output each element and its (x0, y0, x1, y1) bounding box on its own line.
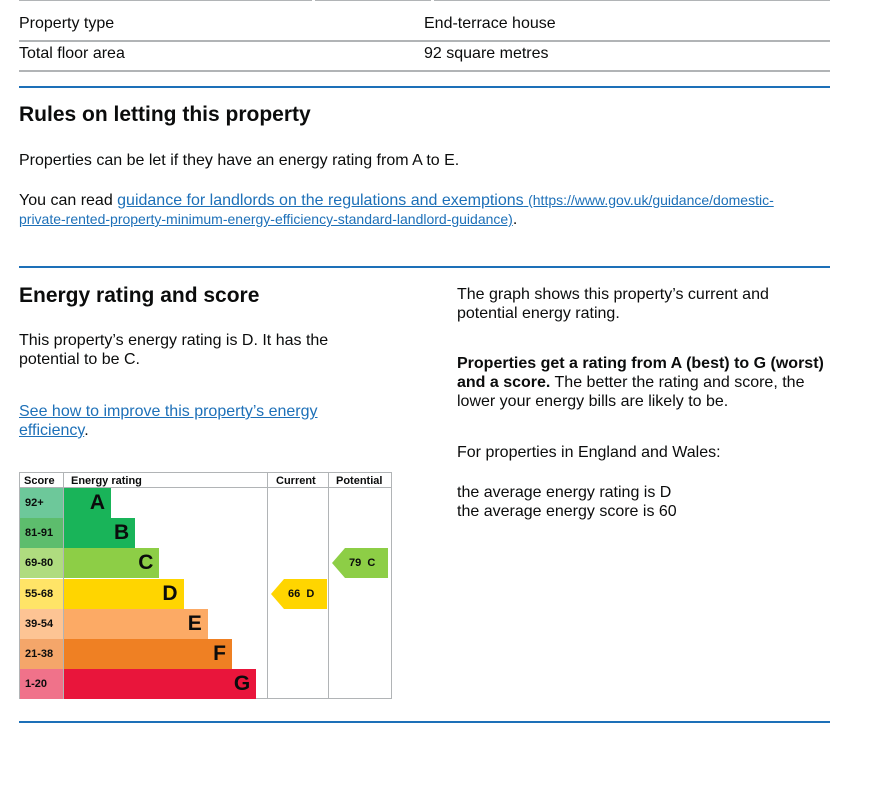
band-letter: D (162, 581, 178, 605)
summary-key: Property type (19, 15, 115, 32)
band-letter: G (233, 672, 251, 696)
improve-paragraph (19, 402, 318, 440)
score-cell-g: 1-20 (20, 669, 63, 699)
chart-divider (267, 473, 268, 698)
score-cell-d: 55-68 (20, 579, 63, 609)
improve-efficiency-link[interactable]: See how to improve this property’s energy (19, 403, 318, 420)
band-letter: A (89, 491, 105, 514)
table-top-border (19, 0, 312, 1)
landlord-guidance-link-text: guidance for landlords on the regulations and exemptions (117, 192, 524, 209)
graph-explanation-line: The graph shows this property’s current and (457, 286, 769, 303)
potential-rating-label: 79 C (349, 557, 376, 570)
summary-row-floor-area (19, 40, 830, 72)
energy-line: This property’s energy rating is D. It has the (19, 332, 329, 349)
summary-key: Total floor area (19, 45, 125, 62)
header-score: Score (24, 475, 55, 487)
band-letter: B (114, 521, 130, 545)
guidance-url-line2[interactable]: private-rented-property-minimum-energy-efficiency-standard-landlord-guidance) (19, 211, 513, 227)
average-score: the average energy score is 60 (457, 503, 677, 520)
summary-value: 92 square metres (424, 45, 549, 62)
energy-heading: Energy rating and score (19, 284, 260, 307)
rating-explanation-bold: Properties get a rating from A (best) to G (worst) (457, 355, 824, 372)
rating-band-c (64, 548, 159, 578)
improve-efficiency-link-2[interactable]: efficiency (19, 422, 85, 439)
score-cell-b: 81-91 (20, 518, 63, 548)
average-values (457, 483, 677, 521)
summary-row-property-type (19, 10, 830, 42)
table-top-border (434, 0, 830, 1)
average-rating: the average energy rating is D (457, 484, 672, 501)
band-letter: E (187, 611, 202, 635)
rating-explanation-text: The better the rating and score, the (550, 374, 805, 391)
energy-line: potential to be C. (19, 351, 140, 368)
rating-band-b (64, 518, 135, 548)
guidance-url-line1: (https://www.gov.uk/guidance/domestic- (528, 192, 774, 208)
rating-explanation-text: lower your energy bills are likely to be. (457, 393, 729, 410)
letting-paragraph: Properties can be let if they have an energy rating from A to E. (19, 152, 460, 169)
rating-band-e (64, 609, 208, 639)
header-potential: Potential (336, 475, 383, 487)
graph-explanation-line: potential energy rating. (457, 305, 620, 322)
rating-explanation (457, 354, 824, 411)
band-letter: C (138, 551, 154, 575)
graph-explanation (457, 285, 769, 323)
england-wales-text: For properties in England and Wales: (457, 444, 721, 461)
score-cell-e: 39-54 (20, 609, 63, 639)
rating-band-d (64, 579, 184, 609)
section-divider (19, 86, 830, 88)
rating-band-f (64, 639, 232, 669)
section-divider (19, 266, 830, 268)
table-top-border (315, 0, 431, 1)
rating-explanation-bold: and a score. (457, 374, 551, 391)
landlord-guidance-link[interactable] (117, 192, 774, 209)
rating-band-g (64, 669, 256, 699)
guidance-prefix: You can read (19, 192, 118, 209)
score-cell-c: 69-80 (20, 548, 63, 578)
score-cell-a: 92+ (20, 488, 63, 518)
score-cell-f: 21-38 (20, 639, 63, 669)
header-current: Current (276, 475, 316, 487)
rating-band-a (64, 488, 111, 518)
section-divider (19, 721, 830, 723)
energy-rating-chart (19, 472, 392, 699)
header-energy-rating: Energy rating (71, 475, 142, 487)
letting-heading: Rules on letting this property (19, 103, 311, 126)
energy-rating-paragraph (19, 331, 328, 369)
current-rating-label: 66 D (288, 587, 315, 600)
chart-divider (328, 473, 329, 698)
band-letter: F (213, 642, 226, 665)
guidance-suffix: . (512, 211, 518, 228)
letting-guidance-paragraph (19, 191, 819, 229)
improve-suffix: . (84, 422, 89, 439)
summary-value: End-terrace house (424, 15, 556, 32)
